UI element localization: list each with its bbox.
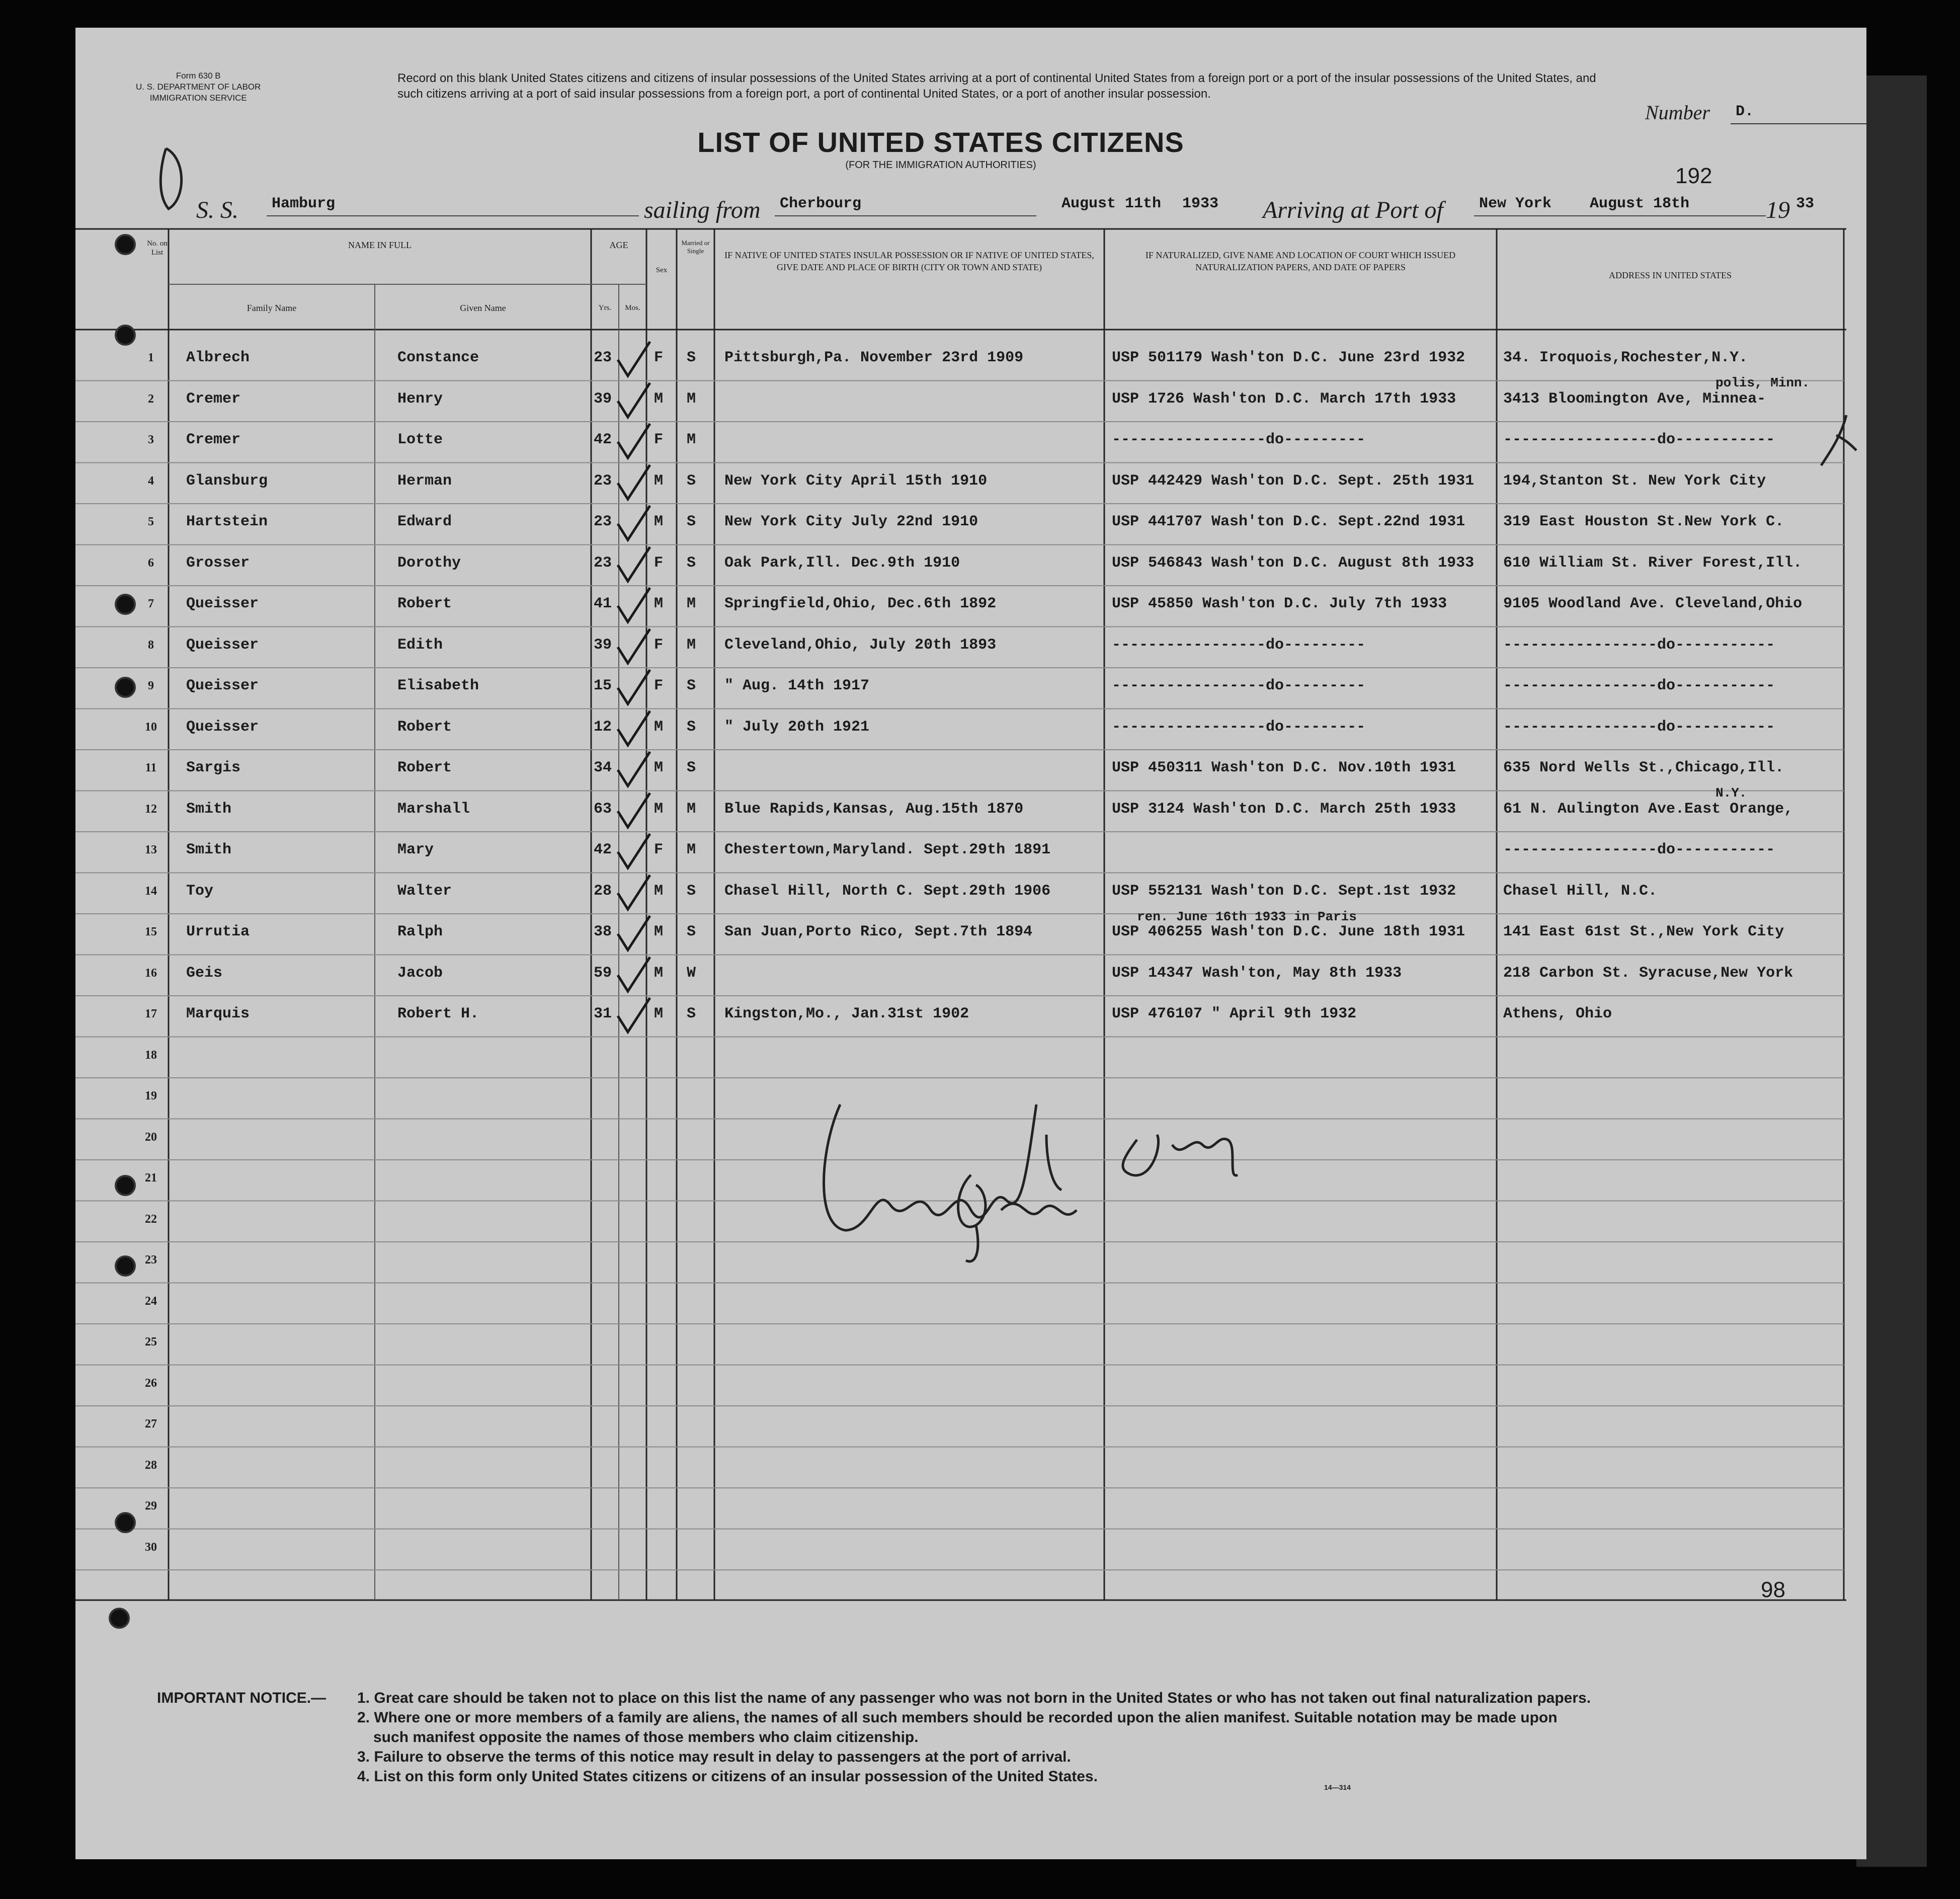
check-mark-icon: [614, 340, 654, 380]
port-from: Cherbourg: [780, 195, 862, 212]
cell-yrs: 39: [594, 390, 612, 408]
cell-family: Queisser: [186, 595, 259, 612]
page-title: LIST OF UNITED STATES CITIZENS: [697, 126, 1184, 158]
page-marker: 98: [1761, 1577, 1785, 1602]
notice-heading: IMPORTANT NOTICE.—: [157, 1690, 326, 1706]
row-number: 27: [145, 1417, 157, 1431]
cell-yrs: 34: [594, 759, 612, 776]
notice-item-2: 2. Where one or more members of a family are aliens, the names of all such members should be recorded upon the alien manifest. Suitable notation may be made upon: [357, 1709, 1558, 1726]
page-subtitle: (FOR THE IMMIGRATION AUTHORITIES): [845, 160, 1036, 171]
cell-birth: Chestertown,Maryland. Sept.29th 1891: [724, 841, 1051, 858]
cell-nat: USP 450311 Wash'ton D.C. Nov.10th 1931: [1112, 759, 1456, 776]
cell-family: Geis: [186, 964, 223, 982]
cell-addr: Athens, Ohio: [1503, 1005, 1612, 1022]
cell-yrs: 39: [594, 636, 612, 654]
cell-yrs: 23: [594, 349, 612, 366]
cell-ms: S: [687, 513, 696, 530]
year-from: 1933: [1182, 195, 1219, 212]
row-number: 18: [145, 1048, 157, 1062]
cell-nat: -----------------do---------: [1112, 431, 1366, 448]
row-number: 28: [145, 1458, 157, 1472]
cell-sex: F: [654, 554, 664, 572]
cell-yrs: 23: [594, 554, 612, 572]
header-family-name: Family Name: [247, 303, 297, 313]
cell-addr: 610 William St. River Forest,Ill.: [1503, 554, 1803, 572]
cell-family: Sargis: [186, 759, 241, 776]
cell-given: Lotte: [397, 431, 443, 448]
cell-ms: S: [687, 882, 696, 900]
port-to: New York: [1479, 195, 1552, 212]
check-mark-icon: [614, 832, 654, 872]
row-number: 2: [148, 392, 154, 406]
row-number: 1: [148, 351, 154, 364]
cell-addr: 61 N. Aulington Ave.East Orange,: [1503, 800, 1793, 818]
cell-nat: USP 14347 Wash'ton, May 8th 1933: [1112, 964, 1402, 982]
cell-sex: M: [654, 595, 664, 612]
row-number: 11: [145, 761, 157, 774]
cell-yrs: 31: [594, 1005, 612, 1022]
row-number: 25: [145, 1335, 157, 1349]
cell-nat: USP 442429 Wash'ton D.C. Sept. 25th 1931: [1112, 472, 1475, 490]
check-mark-icon: [614, 709, 654, 749]
year-to: 33: [1796, 195, 1815, 212]
cell-family: Queisser: [186, 677, 259, 694]
cell-given: Robert: [397, 718, 452, 736]
row-number: 6: [148, 556, 154, 570]
cell-sex: M: [654, 718, 664, 736]
cell-ms: S: [687, 554, 696, 572]
cell-birth: Blue Rapids,Kansas, Aug.15th 1870: [724, 800, 1024, 818]
cell-family: Albrech: [186, 349, 250, 366]
cell-yrs: 23: [594, 513, 612, 530]
row-number: 12: [145, 802, 157, 816]
cell-addr: -----------------do-----------: [1503, 636, 1775, 654]
number-label: Number: [1645, 101, 1710, 124]
check-mark-icon: [614, 873, 654, 913]
margin-slash-mark: [1811, 410, 1861, 470]
binder-hole: [115, 1255, 136, 1277]
cell-nat: -----------------do---------: [1112, 677, 1366, 694]
row-number: 20: [145, 1130, 157, 1144]
binder-hole: [115, 325, 136, 346]
cell-nat: USP 476107 " April 9th 1932: [1112, 1005, 1357, 1022]
check-mark-icon: [614, 996, 654, 1036]
binder-hole: [115, 234, 136, 255]
cell-birth: " Aug. 14th 1917: [724, 677, 870, 694]
cell-yrs: 42: [594, 841, 612, 858]
cell-family: Queisser: [186, 636, 259, 654]
form-department: U. S. DEPARTMENT OF LABOR: [136, 82, 261, 92]
cell-ms: M: [687, 431, 696, 448]
row-number: 30: [145, 1540, 157, 1554]
cell-birth: Cleveland,Ohio, July 20th 1893: [724, 636, 997, 654]
cell-addr: -----------------do-----------: [1503, 718, 1775, 736]
row-number: 21: [145, 1171, 157, 1184]
cell-family: Toy: [186, 882, 214, 900]
cell-birth: Kingston,Mo., Jan.31st 1902: [724, 1005, 969, 1022]
handwritten-signature: [810, 1059, 1263, 1271]
margin-mark: [151, 138, 196, 219]
check-mark-icon: [614, 668, 654, 708]
check-mark-icon: [614, 627, 654, 667]
binder-hole: [115, 1175, 136, 1196]
cell-family: Hartstein: [186, 513, 268, 530]
cell-nat: USP 501179 Wash'ton D.C. June 23rd 1932: [1112, 349, 1465, 366]
cell-nat: USP 406255 Wash'ton D.C. June 18th 1931: [1112, 923, 1465, 940]
cell-ms: M: [687, 636, 696, 654]
check-mark-icon: [614, 791, 654, 831]
cell-given: Jacob: [397, 964, 443, 982]
cell-addr: 141 East 61st St.,New York City: [1503, 923, 1784, 940]
cell-sex: F: [654, 677, 664, 694]
header-given-name: Given Name: [460, 303, 506, 313]
cell-nat: USP 45850 Wash'ton D.C. July 7th 1933: [1112, 595, 1447, 612]
cell-given: Elisabeth: [397, 677, 479, 694]
cell-yrs: 23: [594, 472, 612, 490]
cell-sex: M: [654, 882, 664, 900]
row-number: 19: [145, 1089, 157, 1102]
number-value: D.: [1736, 103, 1754, 120]
notice-item-2-cont: such manifest opposite the names of those members who claim citizenship.: [373, 1729, 919, 1746]
cell-given: Ralph: [397, 923, 443, 940]
check-mark-icon: [614, 545, 654, 585]
cell-sex: M: [654, 513, 664, 530]
header-birth: IF NATIVE OF UNITED STATES INSULAR POSSESSION OR IF NATIVE OF UNITED STATES, GIVE DATE AND PLACE OF BIRTH (CITY OR TOWN AND STATE): [724, 250, 1094, 272]
notice-item-4: 4. List on this form only United States citizens or citizens of an insular possession of the United States.: [357, 1768, 1098, 1785]
header-age: AGE: [609, 240, 628, 250]
instructions-text: Record on this blank United States citizens and citizens of insular possessions of the United States arriving at a port of continental United States from a foreign port or a port of the insular possessions of the United States, and such citizens arriving at a port of said insular possessions from a foreign port, a port of continental United States, or a port of another insular possession.: [397, 71, 1596, 101]
cell-sex: M: [654, 923, 664, 940]
check-mark-icon: [614, 750, 654, 790]
cell-addr: 319 East Houston St.New York C.: [1503, 513, 1784, 530]
row-number: 14: [145, 884, 157, 898]
cell-yrs: 41: [594, 595, 612, 612]
ss-label: S. S.: [196, 197, 238, 223]
cell-family: Urrutia: [186, 923, 250, 940]
header-naturalized: IF NATURALIZED, GIVE NAME AND LOCATION OF COURT WHICH ISSUED NATURALIZATION PAPERS, AND DATE OF PAPERS: [1145, 250, 1456, 272]
cell-given: Constance: [397, 349, 479, 366]
date-to: August 18th: [1590, 195, 1690, 212]
cell-yrs: 15: [594, 677, 612, 694]
arriving-label: Arriving at Port of: [1263, 197, 1443, 223]
header-yrs: Yrs.: [598, 304, 612, 312]
check-mark-icon: [614, 586, 654, 626]
cell-addr: 34. Iroquois,Rochester,N.Y.: [1503, 349, 1748, 366]
cell-given: Walter: [397, 882, 452, 900]
row-number: 23: [145, 1253, 157, 1267]
cell-ms: S: [687, 677, 696, 694]
cell-yrs: 59: [594, 964, 612, 982]
cell-sex: M: [654, 759, 664, 776]
check-mark-icon: [614, 504, 654, 544]
row-number: 9: [148, 679, 154, 692]
ship-name: Hamburg: [272, 195, 336, 212]
header-name-in-full: NAME IN FULL: [348, 240, 412, 250]
cell-given: Marshall: [397, 800, 470, 818]
document-sheet: [75, 28, 1866, 1859]
cell-nat: USP 546843 Wash'ton D.C. August 8th 1933: [1112, 554, 1475, 572]
cell-addr: 9105 Woodland Ave. Cleveland,Ohio: [1503, 595, 1803, 612]
cell-ms: M: [687, 595, 696, 612]
notice-item-3: 3. Failure to observe the terms of this notice may result in delay to passengers at the port of arrival.: [357, 1749, 1071, 1765]
cell-given: Herman: [397, 472, 452, 490]
cell-addr: 635 Nord Wells St.,Chicago,Ill.: [1503, 759, 1784, 776]
cell-addr-extra: polis, Minn.: [1716, 375, 1810, 390]
cell-yrs: 12: [594, 718, 612, 736]
cell-ms: S: [687, 759, 696, 776]
binder-hole: [115, 594, 136, 615]
cell-sex: M: [654, 1005, 664, 1022]
header-no: No. on List: [147, 240, 168, 257]
cell-birth: Chasel Hill, North C. Sept.29th 1906: [724, 882, 1051, 900]
cell-nat: USP 441707 Wash'ton D.C. Sept.22nd 1931: [1112, 513, 1465, 530]
check-mark-icon: [614, 463, 654, 503]
cell-given: Henry: [397, 390, 443, 408]
cell-ms: M: [687, 800, 696, 818]
header-sex: Sex: [656, 266, 668, 274]
cell-sex: F: [654, 431, 664, 448]
row-number: 17: [145, 1007, 157, 1020]
date-from: August 11th: [1061, 195, 1162, 212]
row-number: 7: [148, 597, 154, 610]
check-mark-icon: [614, 914, 654, 954]
cell-sex: M: [654, 472, 664, 490]
cell-given: Robert H.: [397, 1005, 479, 1022]
cell-given: Mary: [397, 841, 434, 858]
cell-family: Queisser: [186, 718, 259, 736]
cell-yrs: 28: [594, 882, 612, 900]
cell-addr: 218 Carbon St. Syracuse,New York: [1503, 964, 1793, 982]
check-mark-icon: [614, 381, 654, 421]
cell-ms: S: [687, 718, 696, 736]
header-mos: Mos.: [625, 304, 640, 312]
cell-given: Dorothy: [397, 554, 461, 572]
binder-hole: [115, 677, 136, 698]
row-number: 4: [148, 474, 154, 488]
cell-birth: Oak Park,Ill. Dec.9th 1910: [724, 554, 960, 572]
cell-birth: " July 20th 1921: [724, 718, 870, 736]
check-mark-icon: [614, 955, 654, 995]
row-number: 26: [145, 1376, 157, 1390]
cell-sex: F: [654, 636, 664, 654]
cell-addr: 194,Stanton St. New York City: [1503, 472, 1766, 490]
notice-item-1: 1. Great care should be taken not to place on this list the name of any passenger who was not born in the United States or who has not taken out final naturalization papers.: [357, 1690, 1591, 1706]
cell-addr: Chasel Hill, N.C.: [1503, 882, 1658, 900]
cell-nat: USP 1726 Wash'ton D.C. March 17th 1933: [1112, 390, 1456, 408]
header-married: Married or Single: [681, 239, 710, 255]
cell-family: Grosser: [186, 554, 250, 572]
cell-ms: S: [687, 472, 696, 490]
cell-yrs: 63: [594, 800, 612, 818]
underlying-page-edge: [1856, 75, 1927, 1867]
row-number: 22: [145, 1212, 157, 1226]
cell-ms: M: [687, 390, 696, 408]
row-number: 16: [145, 966, 157, 980]
cell-given: Robert: [397, 595, 452, 612]
cell-sex: F: [654, 349, 664, 366]
cell-ms: W: [687, 964, 696, 982]
cell-addr: -----------------do-----------: [1503, 841, 1775, 858]
cell-addr: -----------------do-----------: [1503, 677, 1775, 694]
cell-family: Marquis: [186, 1005, 250, 1022]
row-number: 8: [148, 638, 154, 652]
cell-ms: S: [687, 1005, 696, 1022]
cell-yrs: 42: [594, 431, 612, 448]
cell-birth: New York City April 15th 1910: [724, 472, 988, 490]
cell-given: Robert: [397, 759, 452, 776]
cell-family: Glansburg: [186, 472, 268, 490]
cell-ms: S: [687, 349, 696, 366]
cell-sex: M: [654, 964, 664, 982]
cell-addr: 3413 Bloomington Ave, Minnea-: [1503, 390, 1766, 408]
row-number: 5: [148, 515, 154, 528]
cell-given: Edward: [397, 513, 452, 530]
binder-hole: [109, 1608, 130, 1629]
cell-sex: M: [654, 390, 664, 408]
year-prefix: 19: [1766, 197, 1790, 223]
cell-birth: San Juan,Porto Rico, Sept.7th 1894: [724, 923, 1033, 940]
cell-nat-extra: ren. June 16th 1933 in Paris: [1137, 909, 1357, 924]
cell-yrs: 38: [594, 923, 612, 940]
header-address: ADDRESS IN UNITED STATES: [1608, 270, 1732, 280]
cell-sex: F: [654, 841, 664, 858]
cell-family: Cremer: [186, 431, 241, 448]
cell-given: Edith: [397, 636, 443, 654]
sailing-from-label: sailing from: [644, 197, 761, 223]
cell-birth: Springfield,Ohio, Dec.6th 1892: [724, 595, 997, 612]
row-number: 3: [148, 433, 154, 446]
cell-nat: USP 3124 Wash'ton D.C. March 25th 1933: [1112, 800, 1456, 818]
cell-family: Smith: [186, 841, 232, 858]
print-code: 14—314: [1324, 1783, 1351, 1791]
cell-ms: S: [687, 923, 696, 940]
cell-addr: -----------------do-----------: [1503, 431, 1775, 448]
cell-nat: -----------------do---------: [1112, 718, 1366, 736]
handwritten-number: 192: [1675, 164, 1712, 188]
binder-hole: [115, 1512, 136, 1533]
row-number: 15: [145, 925, 157, 938]
cell-birth: New York City July 22nd 1910: [724, 513, 978, 530]
cell-ms: M: [687, 841, 696, 858]
check-mark-icon: [614, 422, 654, 462]
form-number: Form 630 B: [176, 71, 221, 81]
row-number: 29: [145, 1499, 157, 1513]
form-service: IMMIGRATION SERVICE: [149, 93, 247, 103]
cell-birth: Pittsburgh,Pa. November 23rd 1909: [724, 349, 1024, 366]
row-number: 13: [145, 843, 157, 856]
cell-family: Smith: [186, 800, 232, 818]
cell-family: Cremer: [186, 390, 241, 408]
cell-addr-extra: N.Y.: [1716, 785, 1747, 801]
cell-nat: -----------------do---------: [1112, 636, 1366, 654]
cell-sex: M: [654, 800, 664, 818]
row-number: 10: [145, 720, 157, 734]
row-number: 24: [145, 1294, 157, 1308]
cell-nat: USP 552131 Wash'ton D.C. Sept.1st 1932: [1112, 882, 1456, 900]
